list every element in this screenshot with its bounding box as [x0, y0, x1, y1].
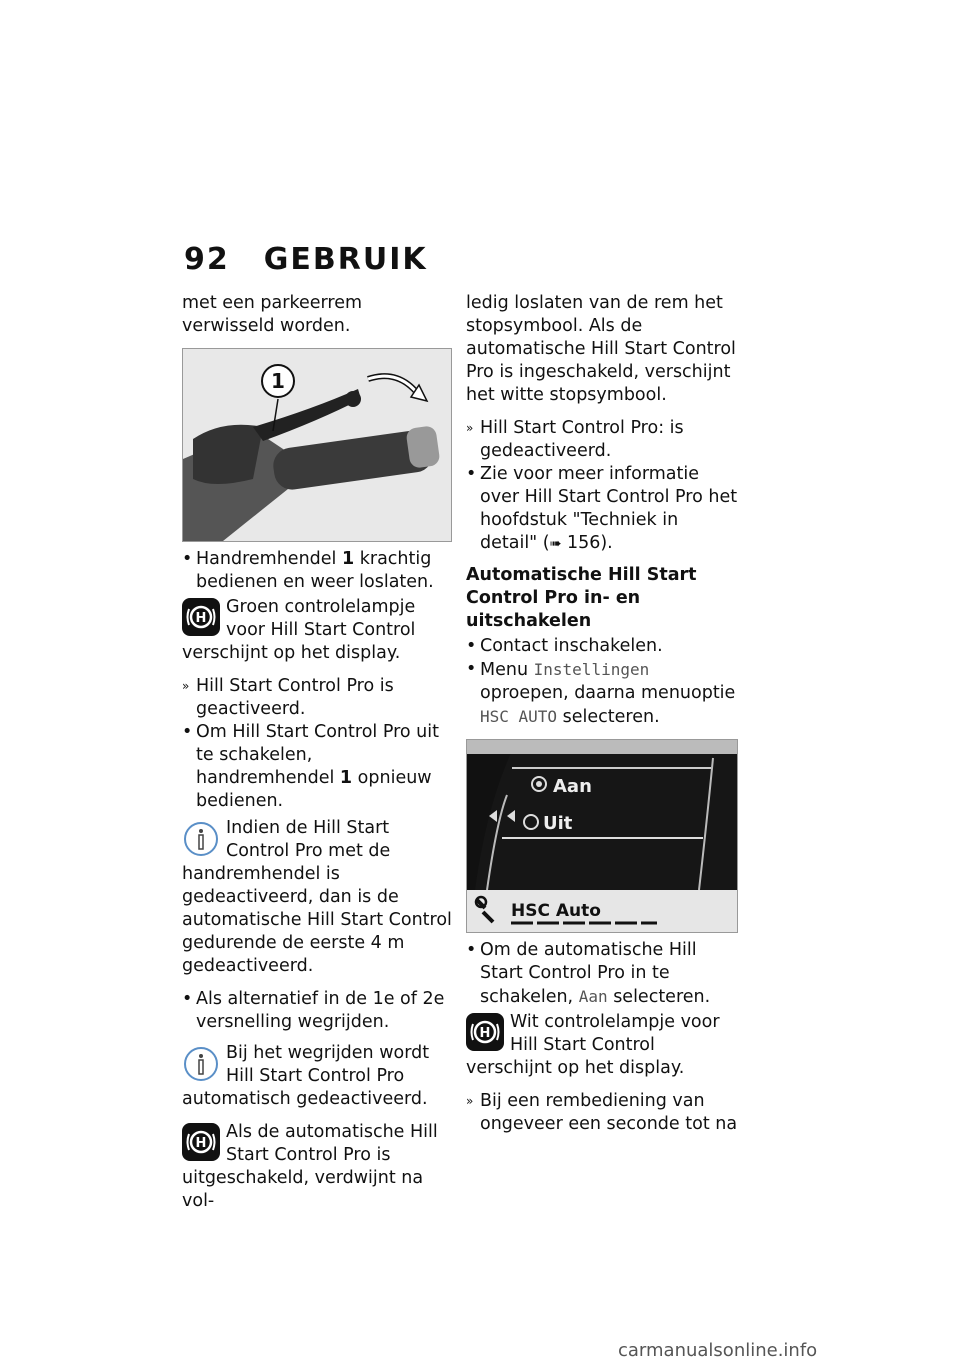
green-lamp-text: Groen controlelampje voor Hill Start Control verschijnt op het display. — [182, 597, 416, 663]
display-figure — [466, 739, 738, 933]
info-note-1: Indien de Hill Start Control Pro met de handremhendel is gedeactiveerd, dan is de automatische Hill Start Control gedurende de eerste 4 m gedeactiveerd. — [182, 818, 452, 976]
white-lamp-text: Wit controlelampje voor Hill Start Control verschijnt op het display. — [466, 1012, 720, 1078]
hill-start-lamp-icon — [182, 598, 220, 636]
bullet-icon: • — [182, 722, 193, 742]
display-title: HSC Auto — [511, 901, 601, 921]
display-option-aan: Aan — [553, 776, 592, 797]
step-alternative: • Als alternatief in de 1e of 2e versnelling wegrijden. — [182, 989, 445, 1032]
right-column — [466, 292, 740, 1136]
result-brake: » Bij een rembediening van ongeveer een seconde tot na — [466, 1091, 738, 1134]
display-option-uit: Uit — [543, 813, 573, 834]
svg-text:H: H — [479, 1026, 491, 1041]
handlebar-figure — [182, 348, 452, 542]
result-arrow-icon: » — [466, 421, 474, 435]
step-ignition: • Contact inschakelen. — [466, 636, 663, 656]
handlebar-illustration — [183, 349, 451, 541]
step-enable-aan: • Om de automatische Hill Start Control Pro in te schakelen, Aan selecteren. — [466, 940, 711, 1007]
bullet-icon: • — [466, 940, 477, 960]
left-column — [182, 292, 454, 1223]
hill-start-lamp-icon — [466, 1013, 504, 1051]
step-deactivate: • Om Hill Start Control Pro uit te schakelen, handremhendel 1 opnieuw bedienen. — [182, 722, 439, 811]
watermark: carmanualsonline.info — [618, 1340, 818, 1361]
bullet-icon: • — [466, 659, 477, 679]
page-number: 92 — [184, 242, 230, 277]
svg-text:H: H — [195, 611, 207, 626]
section-heading: Automatische Hill Start Control Pro in- en uitschakelen — [466, 565, 697, 631]
hill-start-lamp-icon — [182, 1123, 220, 1161]
hsc-display-illustration — [467, 740, 737, 932]
result-deactivated: » Hill Start Control Pro: is gedeactiveerd. — [466, 418, 684, 461]
bullet-icon: • — [182, 989, 193, 1009]
bullet-icon: • — [466, 636, 477, 656]
intro-text: met een parkeerrem verwisseld worden. — [182, 293, 363, 336]
result-activated: » Hill Start Control Pro is geactiveerd. — [182, 676, 394, 719]
result-arrow-icon: » — [182, 679, 190, 693]
bullet-icon: • — [466, 464, 477, 484]
page-ref-arrow-icon: ➠ — [549, 536, 562, 552]
step-more-info: • Zie voor meer informatie over Hill Start Control Pro het hoofdstuk "Techniek in detail" (➠ 156). — [466, 464, 738, 553]
svg-text:H: H — [195, 1136, 207, 1151]
step-menu: • Menu Instellingen oproepen, daarna menuoptie HSC AUTO selecteren. — [466, 659, 736, 727]
info-icon — [182, 1044, 220, 1084]
page-ref: 156 — [566, 533, 601, 553]
step-handbrake: • Handremhendel 1 krachtig bedienen en weer loslaten. — [182, 549, 434, 592]
bullet-icon: • — [182, 549, 193, 569]
info-icon — [182, 819, 220, 859]
section-title: GEBRUIK — [263, 242, 428, 277]
page-header — [184, 242, 428, 277]
continued-text: ledig loslaten van de rem het stopsymbool. Als de automatische Hill Start Control Pro is ingeschakeld, verschijnt het witte stopsymbool. — [466, 293, 736, 405]
result-arrow-icon: » — [466, 1094, 474, 1108]
auto-lamp-text: Als de automatische Hill Start Control Pro is uitgeschakeld, verdwijnt na vol- — [182, 1122, 438, 1211]
info-note-2: Bij het wegrijden wordt Hill Start Control Pro automatisch gedeactiveerd. — [182, 1043, 430, 1109]
callout-label: 1 — [271, 369, 285, 393]
